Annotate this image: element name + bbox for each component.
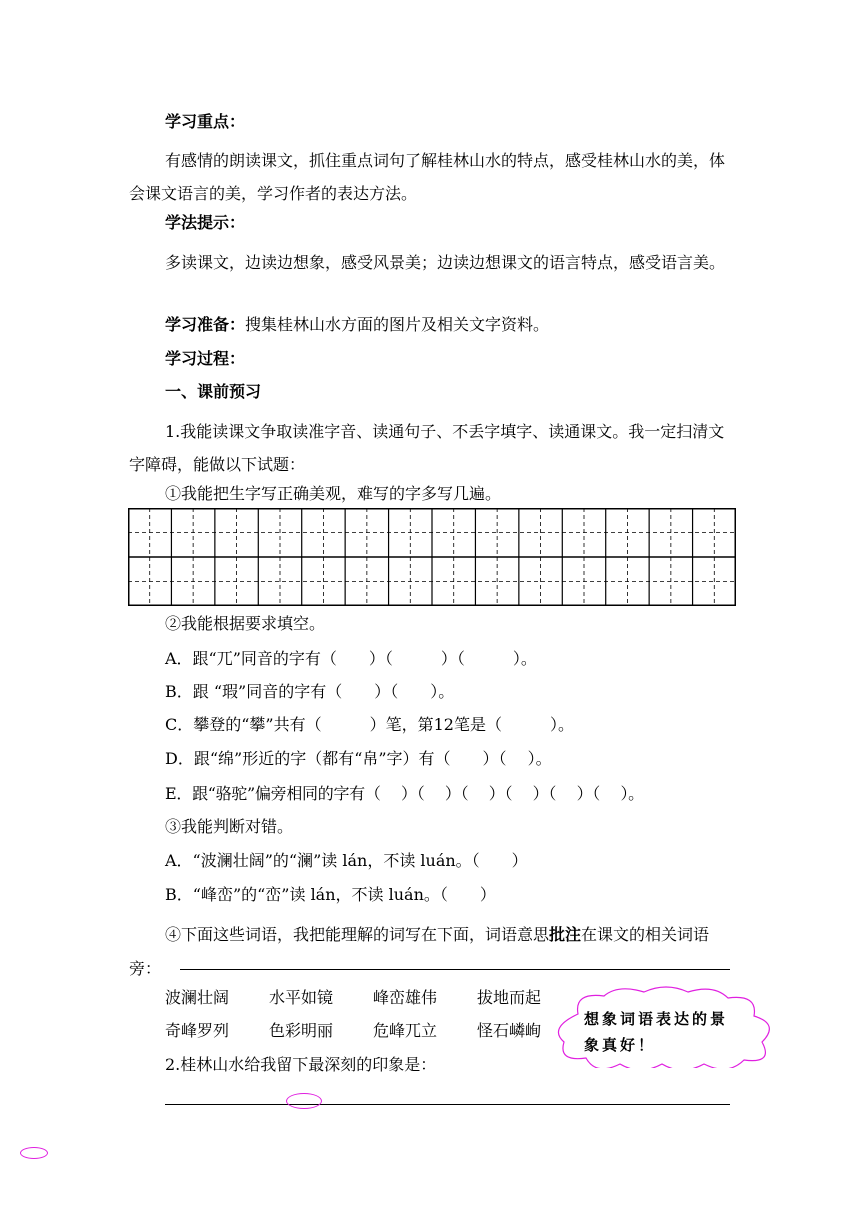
method-heading: 学法提示： [165,213,246,232]
q3-item-a: A．“波澜壮阔”的“澜”读 lán，不读 luán。（ ） [165,851,528,870]
q2-item-d: D．跟“绵”形近的字（都有“帛”字）有（ ）（ ）。 [165,749,552,768]
word: 色彩明丽 [269,1021,334,1040]
writing-grid[interactable] [128,508,736,606]
prep-line [165,315,549,335]
thought-cloud [548,984,784,1068]
item2-text: 2.桂林山水给我留下最深刻的印象是： [165,1055,437,1074]
q2-item-c: C．攀登的“攀”共有（ ）笔，第12笔是（ ）。 [165,715,574,734]
word-row-2 [165,1021,581,1041]
cloud-text: 想象词语表达的景象真好！ [584,1010,729,1054]
q1-text: ①我能把生字写正确美观，难写的字多写几遍。 [165,484,502,503]
process-heading: 学习过程： [165,349,246,368]
prep-text: 搜集桂林山水方面的图片及相关文字资料。 [245,315,550,334]
q4-text-part1: ④下面这些词语，我把能理解的词写在下面，词语意思 [165,925,550,944]
word: 危峰兀立 [373,1021,438,1040]
q4-text [129,918,735,986]
prep-heading: 学习准备： [165,315,246,334]
word-row-1 [165,988,581,1008]
q4-text-bold: 批注 [549,925,582,944]
q2-item-a: A．跟“兀”同音的字有（ ）（ ）（ ）。 [165,649,537,668]
q4-text-part2: 在课文的相关词语旁： [129,925,710,978]
word: 拔地而起 [477,988,542,1007]
word: 奇峰罗列 [165,1021,230,1040]
q3-text: ③我能判断对错。 [165,817,294,836]
q2-item-b: B．跟 “瑕”同音的字有（ ）（ ）。 [165,682,455,701]
word: 水平如镜 [269,988,334,1007]
oval-mark [20,1147,48,1159]
item2-answer-line[interactable] [165,1104,730,1105]
word: 峰峦雄伟 [373,988,438,1007]
method-text: 多读课文，边读边想象，感受风景美；边读边想课文的语言特点，感受语言美。 [165,253,726,272]
q2-item-e: E．跟“骆驼”偏旁相同的字有（ ）（ ）（ ）（ ）（ ）（ ）。 [165,784,644,803]
key-points-heading: 学习重点： [165,112,246,131]
item1-text: 1.我能读课文争取读准字音、读通句子、不丢字填字、读通课文。我一定扫清文字障碍，能做以下试题： [129,422,725,474]
q3-item-b: B．“峰峦”的“峦”读 lán，不读 luán。（ ） [165,885,496,904]
word: 波澜壮阔 [165,988,230,1007]
section1-heading: 一、课前预习 [165,382,262,401]
q4-answer-line[interactable] [180,969,730,970]
key-points-text: 有感情的朗读课文，抓住重点词句了解桂林山水的特点，感受桂林山水的美，体会课文语言的美，学习作者的表达方法。 [129,151,726,203]
q2-text: ②我能根据要求填空。 [165,614,326,633]
oval-mark [286,1093,322,1109]
word: 怪石嶙峋 [477,1021,542,1040]
